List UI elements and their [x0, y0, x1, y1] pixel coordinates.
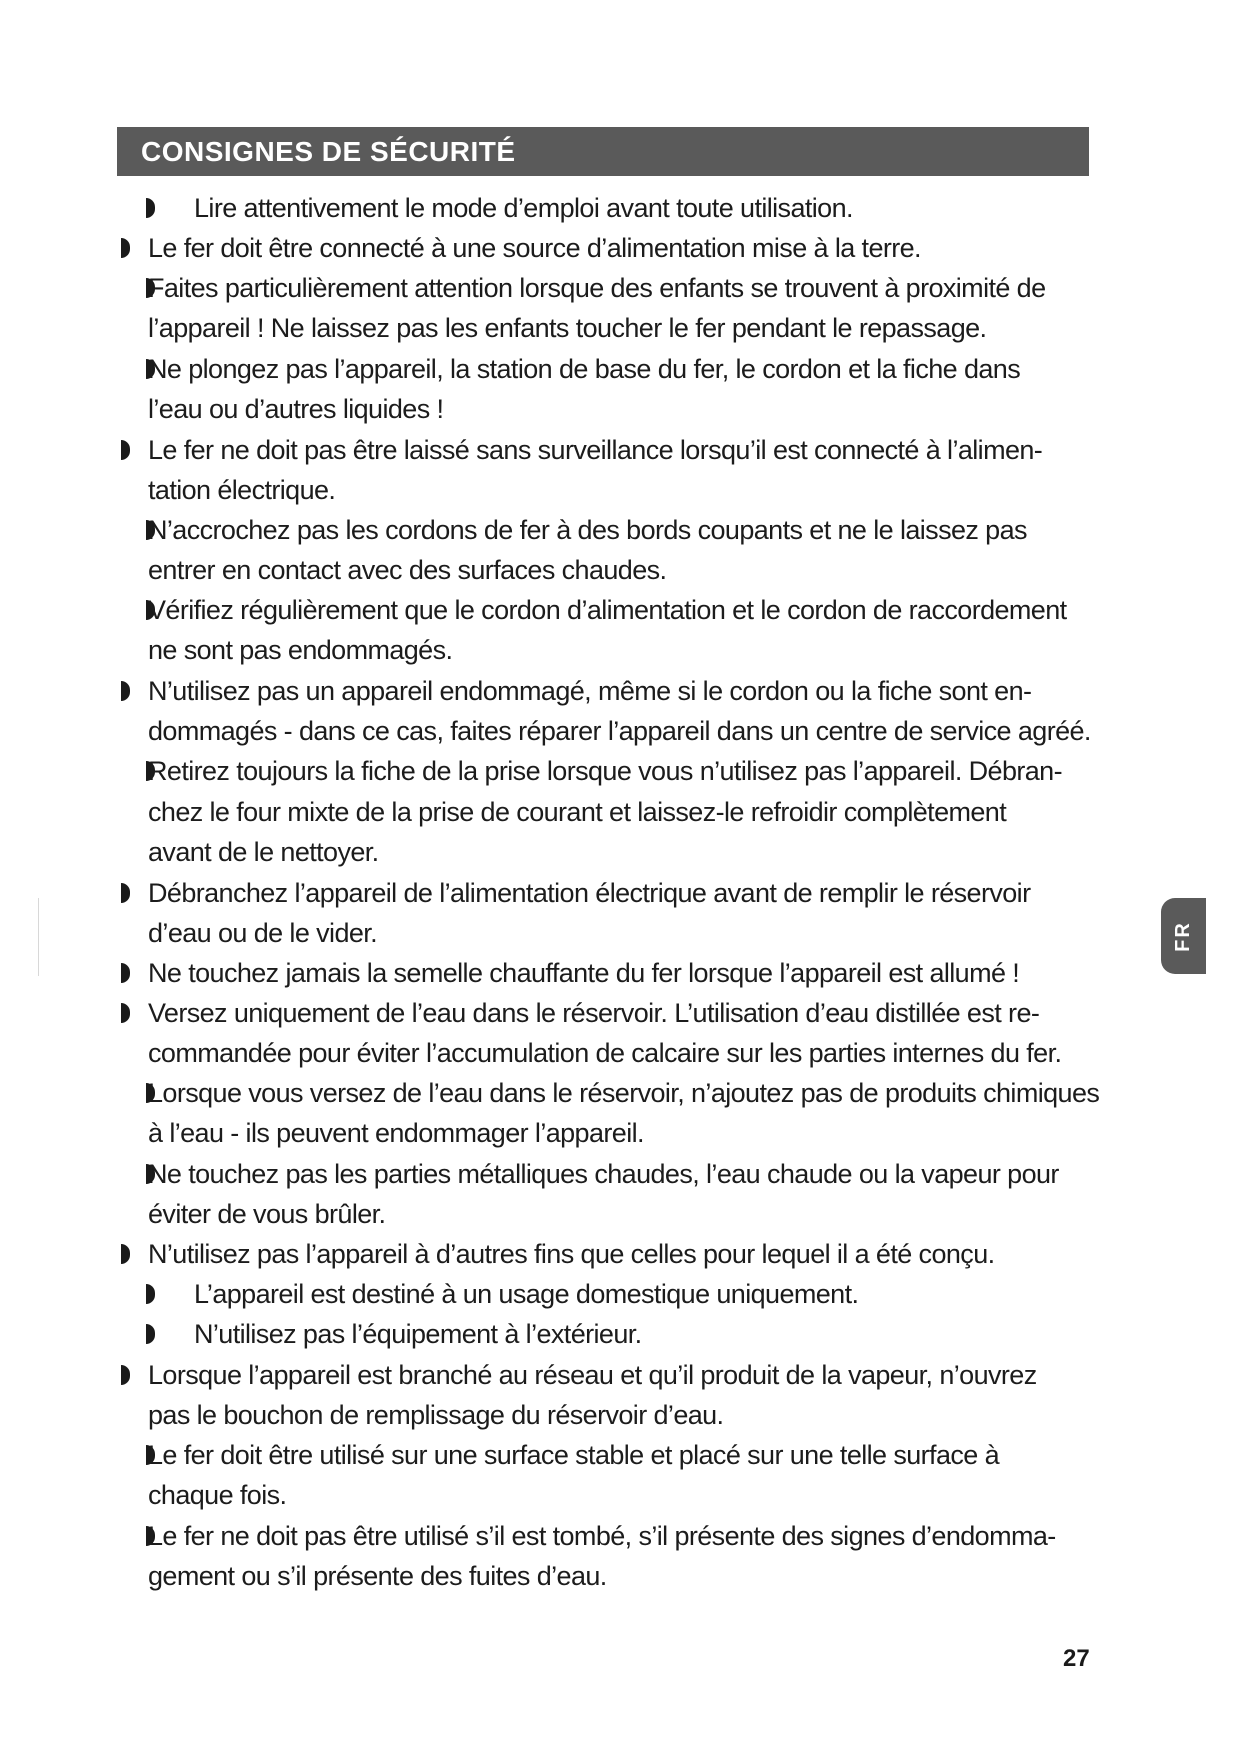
bullet-icon: [146, 198, 155, 218]
instruction-line: ne sont pas endommagés.: [148, 635, 453, 665]
instruction-line: N’utilisez pas l’appareil à d’autres fins que celles pour lequel il a été conçu.: [148, 1239, 995, 1269]
instruction-line: N’utilisez pas un appareil endommagé, même si le cordon ou la fiche sont en-: [148, 676, 1032, 706]
bullet-icon: [146, 1324, 155, 1344]
section-title: CONSIGNES DE SÉCURITÉ: [141, 135, 516, 167]
instruction-line: commandée pour éviter l’accumulation de calcaire sur les parties internes du fer.: [148, 1038, 1062, 1068]
bullet-icon: [146, 1284, 155, 1304]
instruction-line: L’appareil est destiné à un usage domestique uniquement.: [194, 1279, 859, 1309]
page-number: 27: [1063, 1645, 1090, 1672]
instruction-line: dommagés - dans ce cas, faites réparer l’appareil dans un centre de service agréé.: [148, 716, 1091, 746]
instruction-line: Le fer ne doit pas être laissé sans surveillance lorsqu’il est connecté à l’alimen-: [148, 435, 1043, 465]
instruction-line: Vérifiez régulièrement que le cordon d’alimentation et le cordon de raccordement: [148, 595, 1067, 625]
bullet-icon: [121, 883, 130, 903]
instruction-line: Lorsque vous versez de l’eau dans le réservoir, n’ajoutez pas de produits chimiques: [148, 1078, 1100, 1108]
bullet-icon: [121, 238, 130, 258]
instruction-line: avant de le nettoyer.: [148, 837, 379, 867]
instruction-line: éviter de vous brûler.: [148, 1199, 386, 1229]
instruction-line: Ne touchez pas les parties métalliques chaudes, l’eau chaude ou la vapeur pour: [148, 1159, 1059, 1189]
instruction-line: Lire attentivement le mode d’emploi avant toute utilisation.: [194, 193, 853, 223]
instruction-line: pas le bouchon de remplissage du réservoir d’eau.: [148, 1400, 724, 1430]
bullet-icon: [121, 681, 130, 701]
instruction-line: Lorsque l’appareil est branché au réseau et qu’il produit de la vapeur, n’ouvrez: [148, 1360, 1037, 1390]
instruction-line: l’eau ou d’autres liquides !: [148, 394, 444, 424]
instruction-line: N’accrochez pas les cordons de fer à des bords coupants et ne le laissez pas: [148, 515, 1027, 545]
instruction-line: Versez uniquement de l’eau dans le réservoir. L’utilisation d’eau distillée est re-: [148, 998, 1040, 1028]
instruction-line: Ne plongez pas l’appareil, la station de base du fer, le cordon et la fiche dans: [148, 354, 1021, 384]
instruction-line: Faites particulièrement attention lorsque des enfants se trouvent à proximité de: [148, 273, 1046, 303]
instruction-line: l’appareil ! Ne laissez pas les enfants toucher le fer pendant le repassage.: [148, 313, 987, 343]
bullet-icon: [121, 440, 130, 460]
bullet-icon: [121, 963, 130, 983]
instruction-line: entrer en contact avec des surfaces chaudes.: [148, 555, 667, 585]
instruction-line: Retirez toujours la fiche de la prise lorsque vous n’utilisez pas l’appareil. Débran-: [148, 756, 1062, 786]
instruction-line: N’utilisez pas l’équipement à l’extérieur.: [194, 1319, 642, 1349]
language-tab: [1161, 898, 1206, 974]
instruction-line: à l’eau - ils peuvent endommager l’appareil.: [148, 1118, 644, 1148]
instruction-line: gement ou s’il présente des fuites d’eau.: [148, 1561, 607, 1591]
instruction-line: Le fer doit être utilisé sur une surface stable et placé sur une telle surface à: [148, 1440, 1000, 1470]
instruction-line: Ne touchez jamais la semelle chauffante du fer lorsque l’appareil est allumé !: [148, 958, 1020, 988]
instruction-line: chaque fois.: [148, 1480, 287, 1510]
bullet-icon: [121, 1365, 130, 1385]
instruction-line: Débranchez l’appareil de l’alimentation électrique avant de remplir le réservoir: [148, 878, 1031, 908]
instruction-line: tation électrique.: [148, 475, 336, 505]
instruction-line: Le fer doit être connecté à une source d’alimentation mise à la terre.: [148, 233, 921, 263]
instruction-line: d’eau ou de le vider.: [148, 918, 378, 948]
instruction-line: chez le four mixte de la prise de courant et laissez-le refroidir complètement: [148, 797, 1007, 827]
bullet-icon: [121, 1003, 130, 1023]
bullet-icon: [121, 1244, 130, 1264]
language-tab-label: FR: [1171, 920, 1194, 952]
instruction-line: Le fer ne doit pas être utilisé s’il est tombé, s’il présente des signes d’endomma-: [148, 1521, 1056, 1551]
